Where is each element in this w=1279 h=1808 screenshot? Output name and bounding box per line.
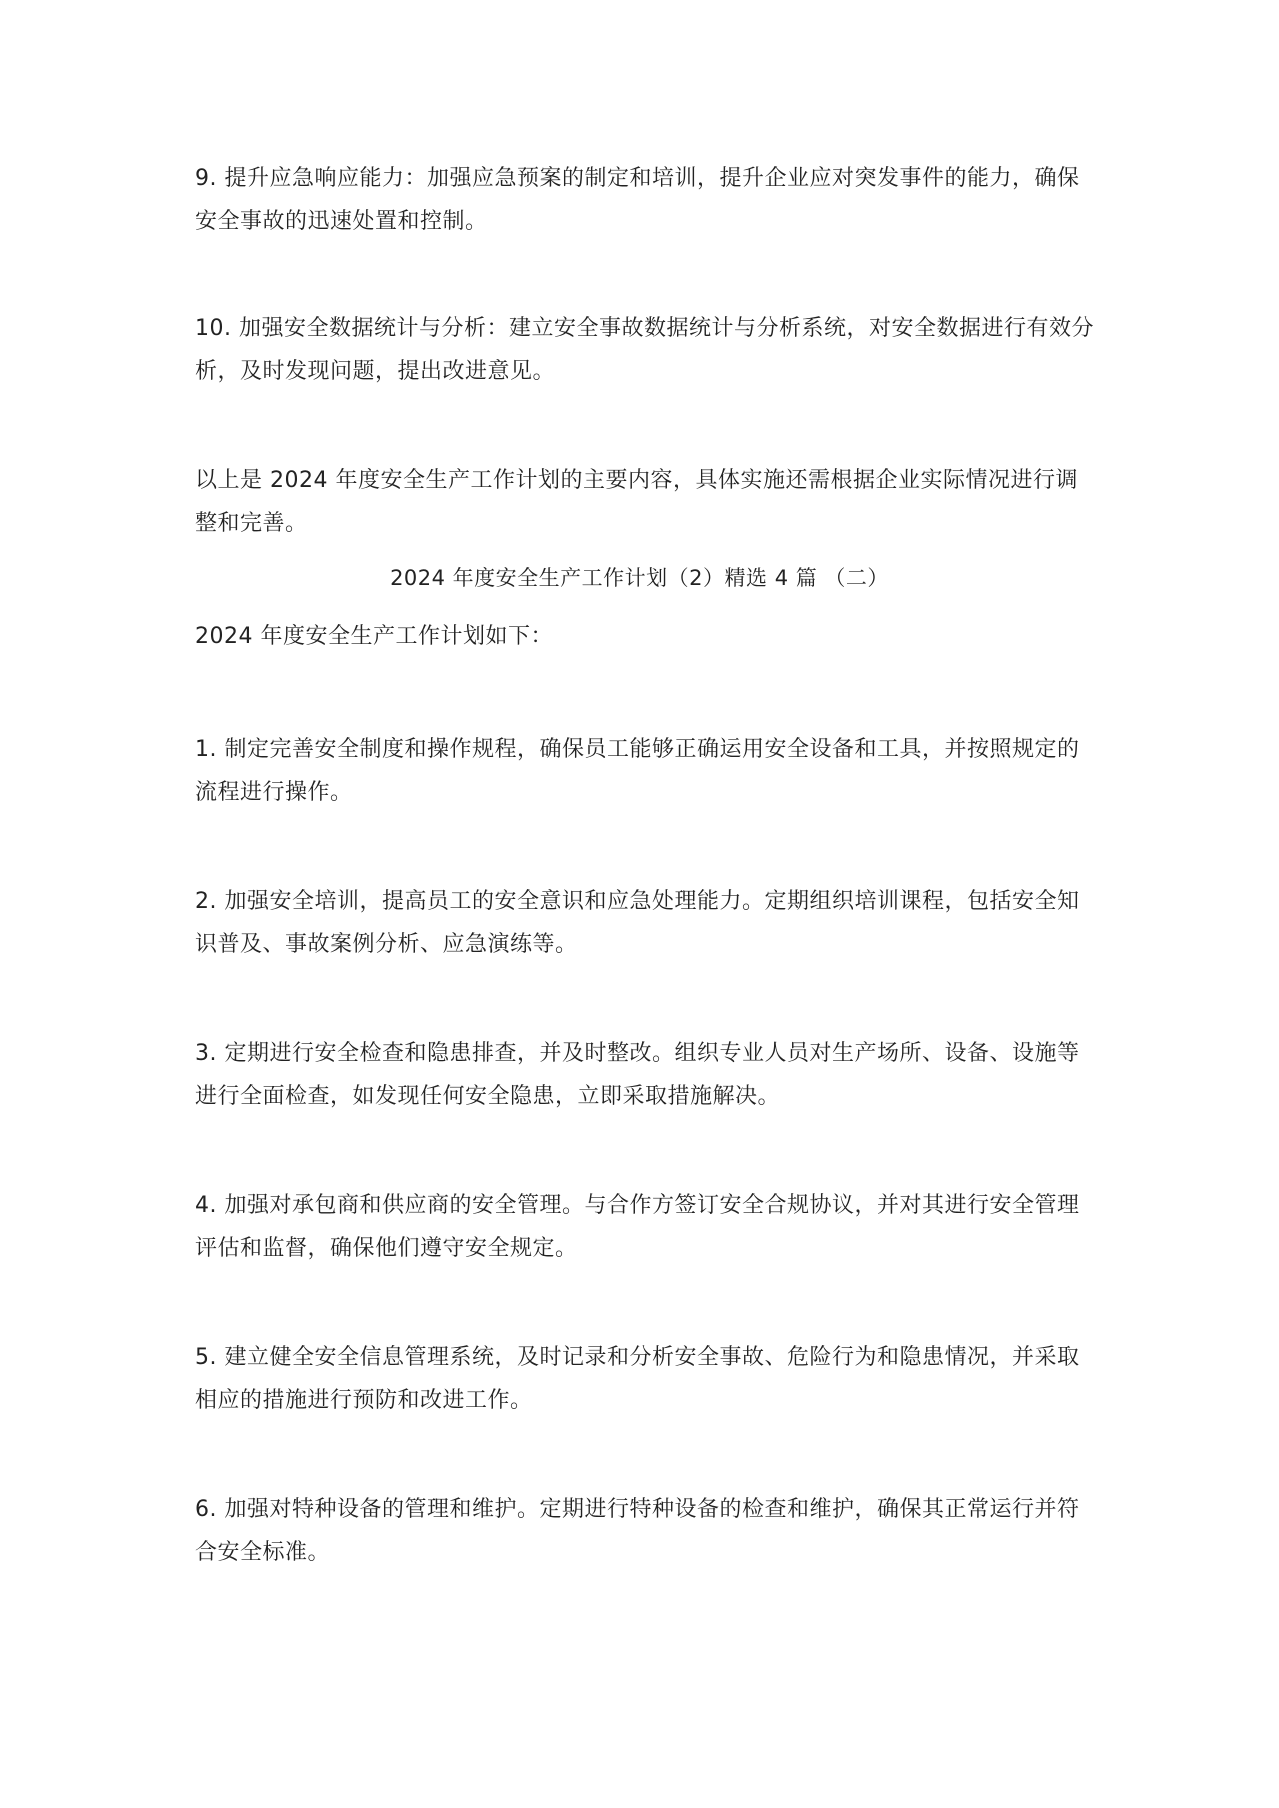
list-item-4: 4. 加强对承包商和供应商的安全管理。与合作方签订安全合规协议，并对其进行安全管理评估和监督，确保他们遵守安全规定。 <box>195 1193 1080 1261</box>
list-item-5: 5. 建立健全安全信息管理系统，及时记录和分析安全事故、危险行为和隐患情况，并采取相应的措施进行预防和改进工作。 <box>195 1345 1080 1413</box>
paragraph-item-9: 9. 提升应急响应能力：加强应急预案的制定和培训，提升企业应对突发事件的能力，确保安全事故的迅速处置和控制。 <box>195 166 1080 234</box>
list-item-6: 6. 加强对特种设备的管理和维护。定期进行特种设备的检查和维护，确保其正常运行并符合安全标准。 <box>195 1497 1080 1565</box>
paragraph-summary: 以上是 2024 年度安全生产工作计划的主要内容，具体实施还需根据企业实际情况进行调整和完善。 <box>195 468 1078 536</box>
section-title: 2024 年度安全生产工作计划（2）精选 4 篇 （二） <box>390 566 889 590</box>
list-item-2: 2. 加强安全培训，提高员工的安全意识和应急处理能力。定期组织培训课程，包括安全知识普及、事故案例分析、应急演练等。 <box>195 889 1080 957</box>
intro-line: 2024 年度安全生产工作计划如下： <box>195 624 553 649</box>
paragraph-item-10: 10. 加强安全数据统计与分析：建立安全事故数据统计与分析系统，对安全数据进行有效分析，及时发现问题，提出改进意见。 <box>195 316 1094 384</box>
list-item-1: 1. 制定完善安全制度和操作规程，确保员工能够正确运用安全设备和工具，并按照规定的流程进行操作。 <box>195 737 1080 805</box>
list-item-3: 3. 定期进行安全检查和隐患排查，并及时整改。组织专业人员对生产场所、设备、设施等进行全面检查，如发现任何安全隐患，立即采取措施解决。 <box>195 1041 1080 1109</box>
